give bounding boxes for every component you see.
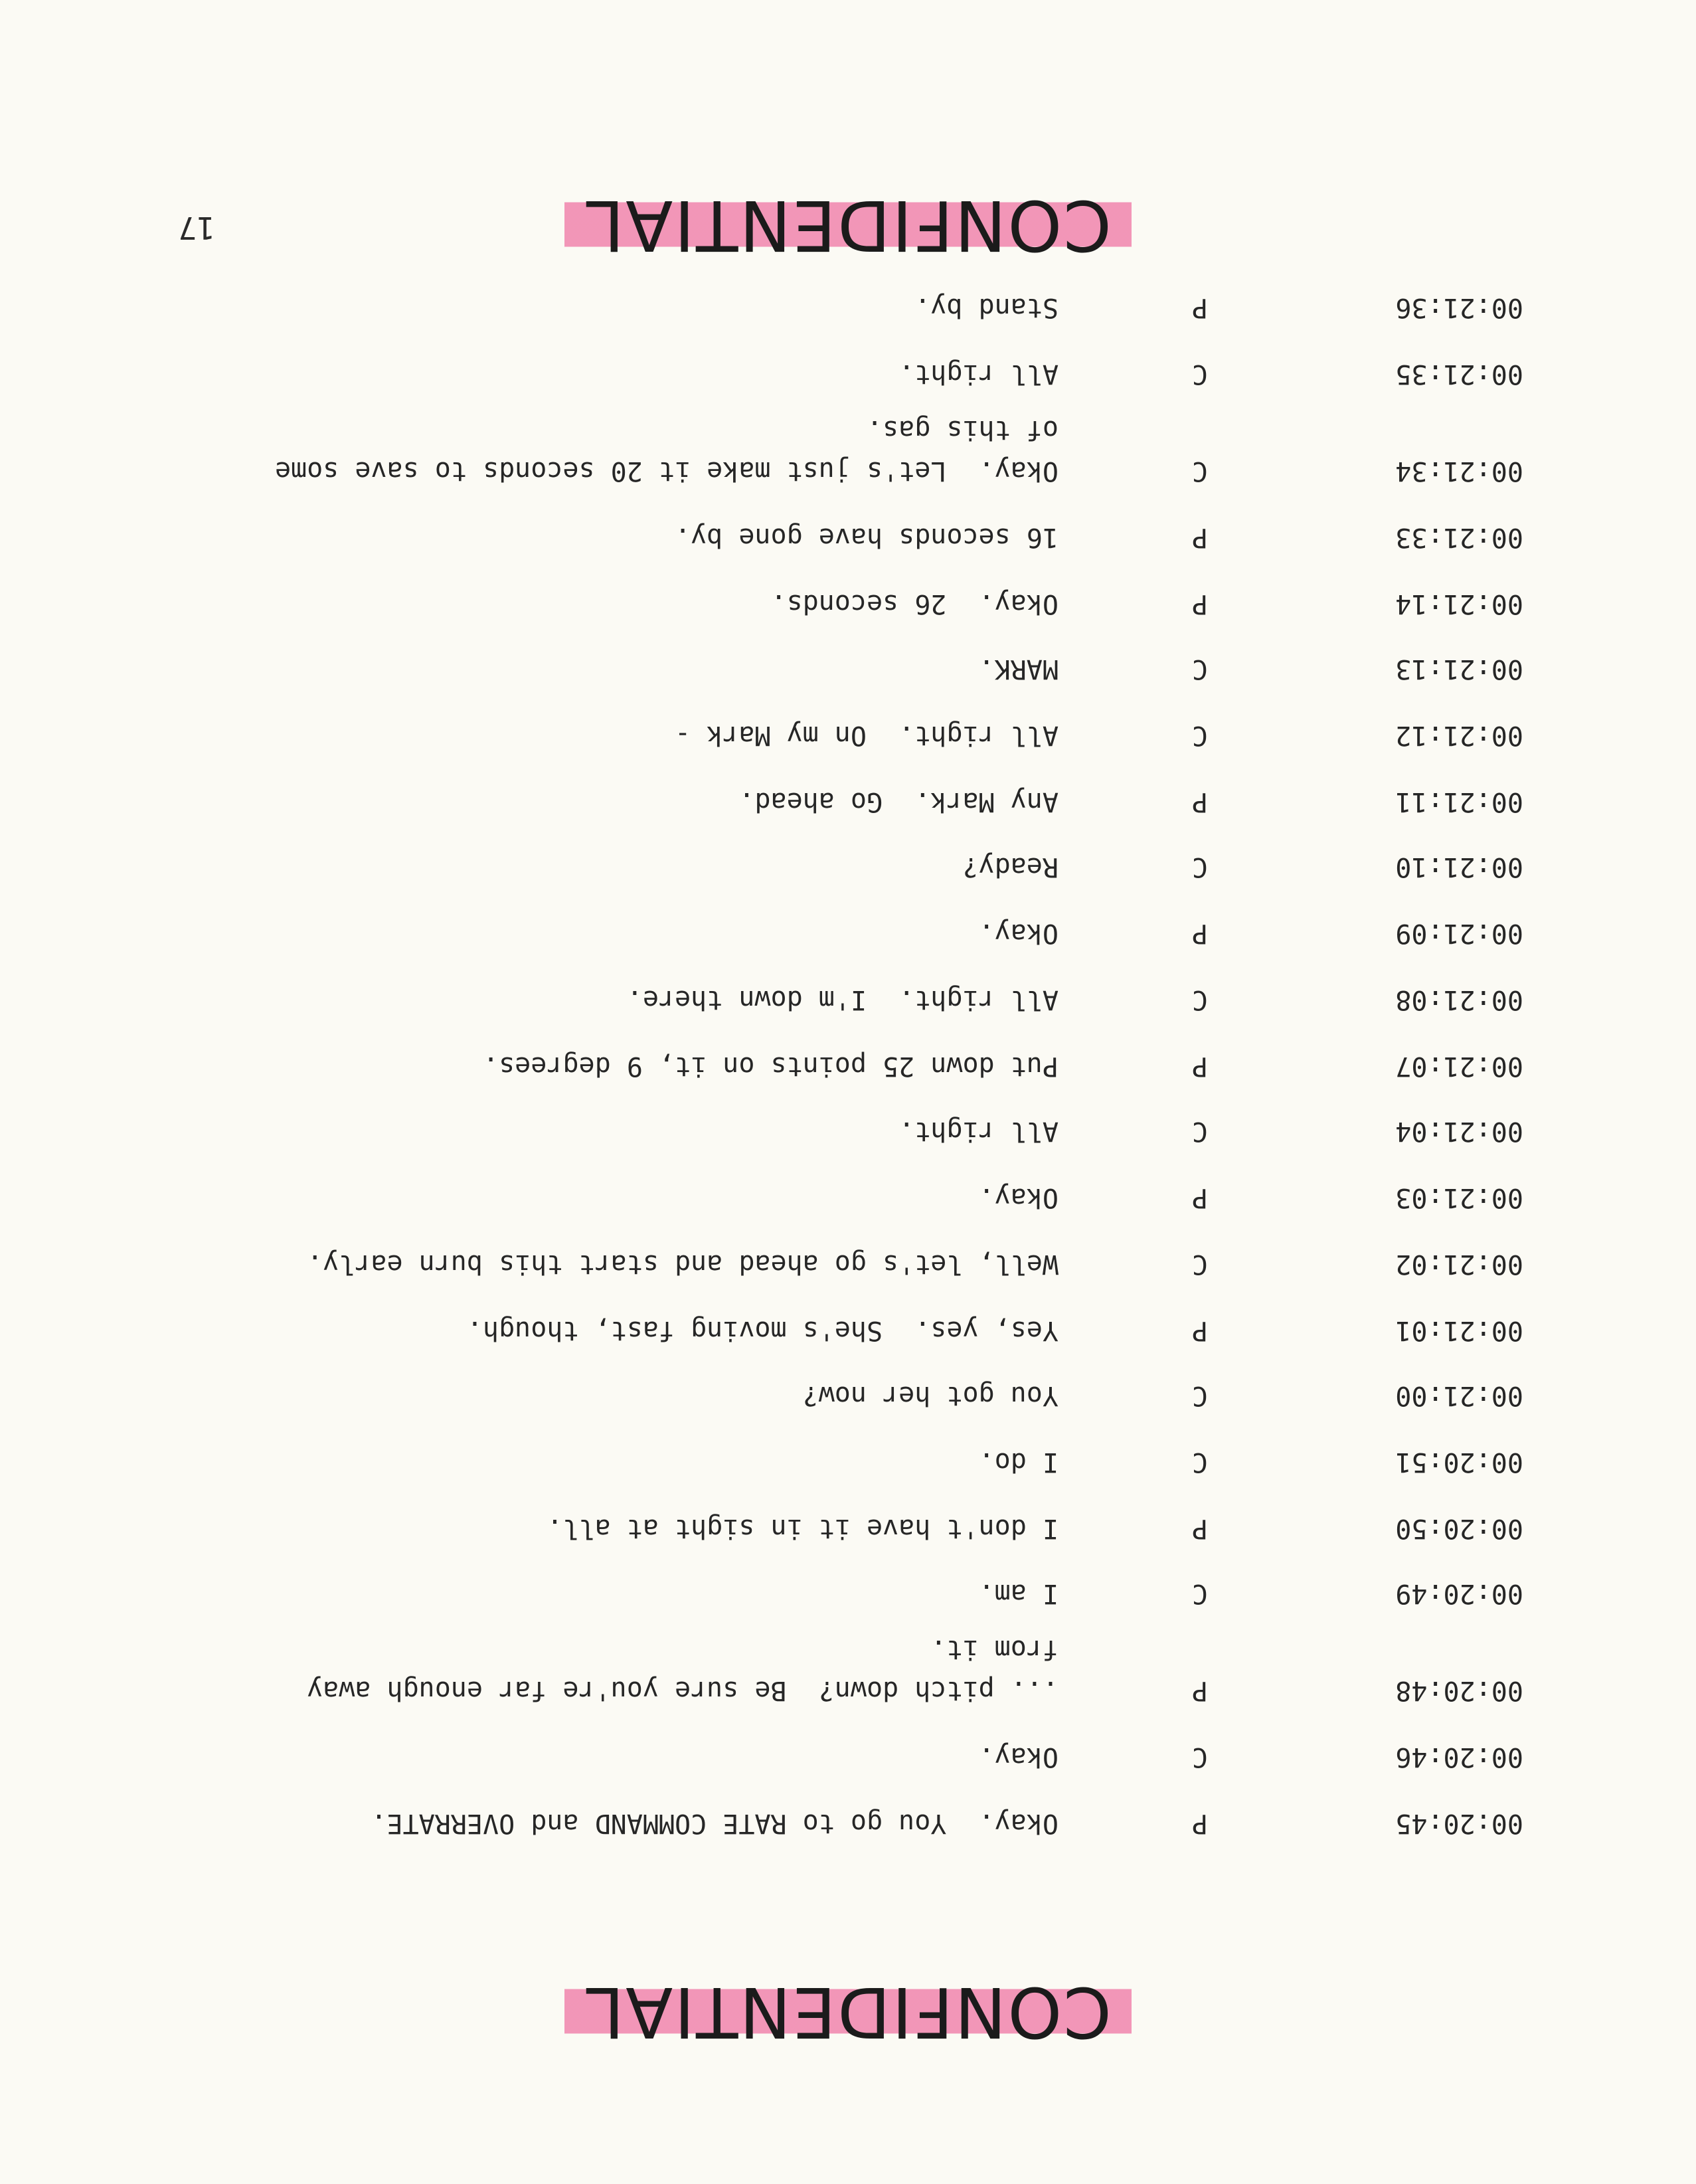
- speaker-code: C: [1191, 984, 1208, 1015]
- utterance-text: All right. I'm down there.: [626, 984, 1059, 1015]
- timestamp: 00:21:36: [1395, 292, 1523, 323]
- speaker-code: P: [1191, 786, 1208, 817]
- timestamp: 00:21:04: [1395, 1116, 1523, 1146]
- utterance-text: Stand by.: [914, 292, 1059, 323]
- utterance-text: Put down 25 points on it, 9 degrees.: [483, 1051, 1059, 1081]
- speaker-code: P: [1191, 1808, 1208, 1839]
- confidential-stamp-label: CONFIDENTIAL: [564, 1971, 1132, 2051]
- timestamp: 00:21:10: [1395, 852, 1523, 882]
- utterance-text: Any Mark. Go ahead.: [738, 786, 1059, 817]
- speaker-code: P: [1191, 1182, 1208, 1213]
- timestamp: 00:21:11: [1395, 786, 1523, 817]
- timestamp: 00:21:14: [1395, 589, 1523, 619]
- utterance-text: You got her now?: [802, 1380, 1059, 1411]
- utterance-text: 16 seconds have gone by.: [675, 522, 1059, 553]
- speaker-code: C: [1191, 1249, 1208, 1279]
- utterance-text: All right.: [898, 359, 1059, 389]
- speaker-code: C: [1191, 720, 1208, 751]
- utterance-text: All right. On my Mark -: [675, 720, 1059, 751]
- speaker-code: C: [1191, 852, 1208, 882]
- utterance-text: Well, let's go ahead and start this burn early.: [307, 1249, 1059, 1279]
- speaker-code: P: [1191, 522, 1208, 553]
- speaker-code: C: [1191, 1116, 1208, 1146]
- timestamp: 00:21:07: [1395, 1051, 1523, 1081]
- timestamp: 00:21:12: [1395, 720, 1523, 751]
- speaker-code: C: [1191, 654, 1208, 684]
- confidential-stamp-bottom: [0, 185, 1696, 264]
- utterance-text: Okay.: [978, 1742, 1059, 1772]
- timestamp: 00:21:09: [1395, 918, 1523, 949]
- timestamp: 00:21:03: [1395, 1182, 1523, 1213]
- utterance-text: MARK.: [978, 654, 1059, 684]
- utterance-text: Okay. Let's just make it 20 seconds to save some of this gas.: [274, 414, 1059, 486]
- utterance-text: Ready?: [962, 852, 1059, 882]
- utterance-text: I do.: [978, 1447, 1059, 1477]
- timestamp: 00:20:50: [1395, 1513, 1523, 1544]
- timestamp: 00:21:01: [1395, 1315, 1523, 1346]
- timestamp: 00:20:46: [1395, 1742, 1523, 1772]
- timestamp: 00:20:51: [1395, 1447, 1523, 1477]
- utterance-text: Okay.: [978, 1182, 1059, 1213]
- utterance-text: Okay.: [978, 918, 1059, 949]
- speaker-code: C: [1191, 359, 1208, 389]
- speaker-code: C: [1191, 1380, 1208, 1411]
- speaker-code: P: [1191, 1051, 1208, 1081]
- speaker-code: C: [1191, 1447, 1208, 1477]
- utterance-text: All right.: [898, 1116, 1059, 1146]
- utterance-text: I am.: [978, 1578, 1059, 1609]
- timestamp: 00:21:13: [1395, 654, 1523, 684]
- speaker-code: C: [1191, 1742, 1208, 1772]
- speaker-code: P: [1191, 292, 1208, 323]
- speaker-code: P: [1191, 1315, 1208, 1346]
- speaker-code: P: [1191, 1675, 1208, 1706]
- confidential-stamp-label: CONFIDENTIAL: [564, 185, 1132, 264]
- speaker-code: C: [1191, 456, 1208, 486]
- timestamp: 00:20:45: [1395, 1808, 1523, 1839]
- speaker-code: P: [1191, 589, 1208, 619]
- timestamp: 00:21:35: [1395, 359, 1523, 389]
- timestamp: 00:21:02: [1395, 1249, 1523, 1279]
- page-number: 17: [178, 210, 215, 246]
- timestamp: 00:20:48: [1395, 1675, 1523, 1706]
- utterance-text: Okay. You go to RATE COMMAND and OVERRATE.: [371, 1808, 1059, 1839]
- speaker-code: P: [1191, 1513, 1208, 1544]
- timestamp: 00:21:00: [1395, 1380, 1523, 1411]
- utterance-text: Okay. 26 seconds.: [770, 589, 1059, 619]
- utterance-text: Yes, yes. She's moving fast, though.: [466, 1315, 1059, 1346]
- timestamp: 00:21:33: [1395, 522, 1523, 553]
- speaker-code: P: [1191, 918, 1208, 949]
- timestamp: 00:20:49: [1395, 1578, 1523, 1609]
- utterance-text: I don't have it in sight at all.: [547, 1513, 1059, 1544]
- speaker-code: C: [1191, 1578, 1208, 1609]
- timestamp: 00:21:08: [1395, 984, 1523, 1015]
- timestamp: 00:21:34: [1395, 456, 1523, 486]
- utterance-text: ... pitch down? Be sure you're far enough away from it.: [307, 1634, 1059, 1706]
